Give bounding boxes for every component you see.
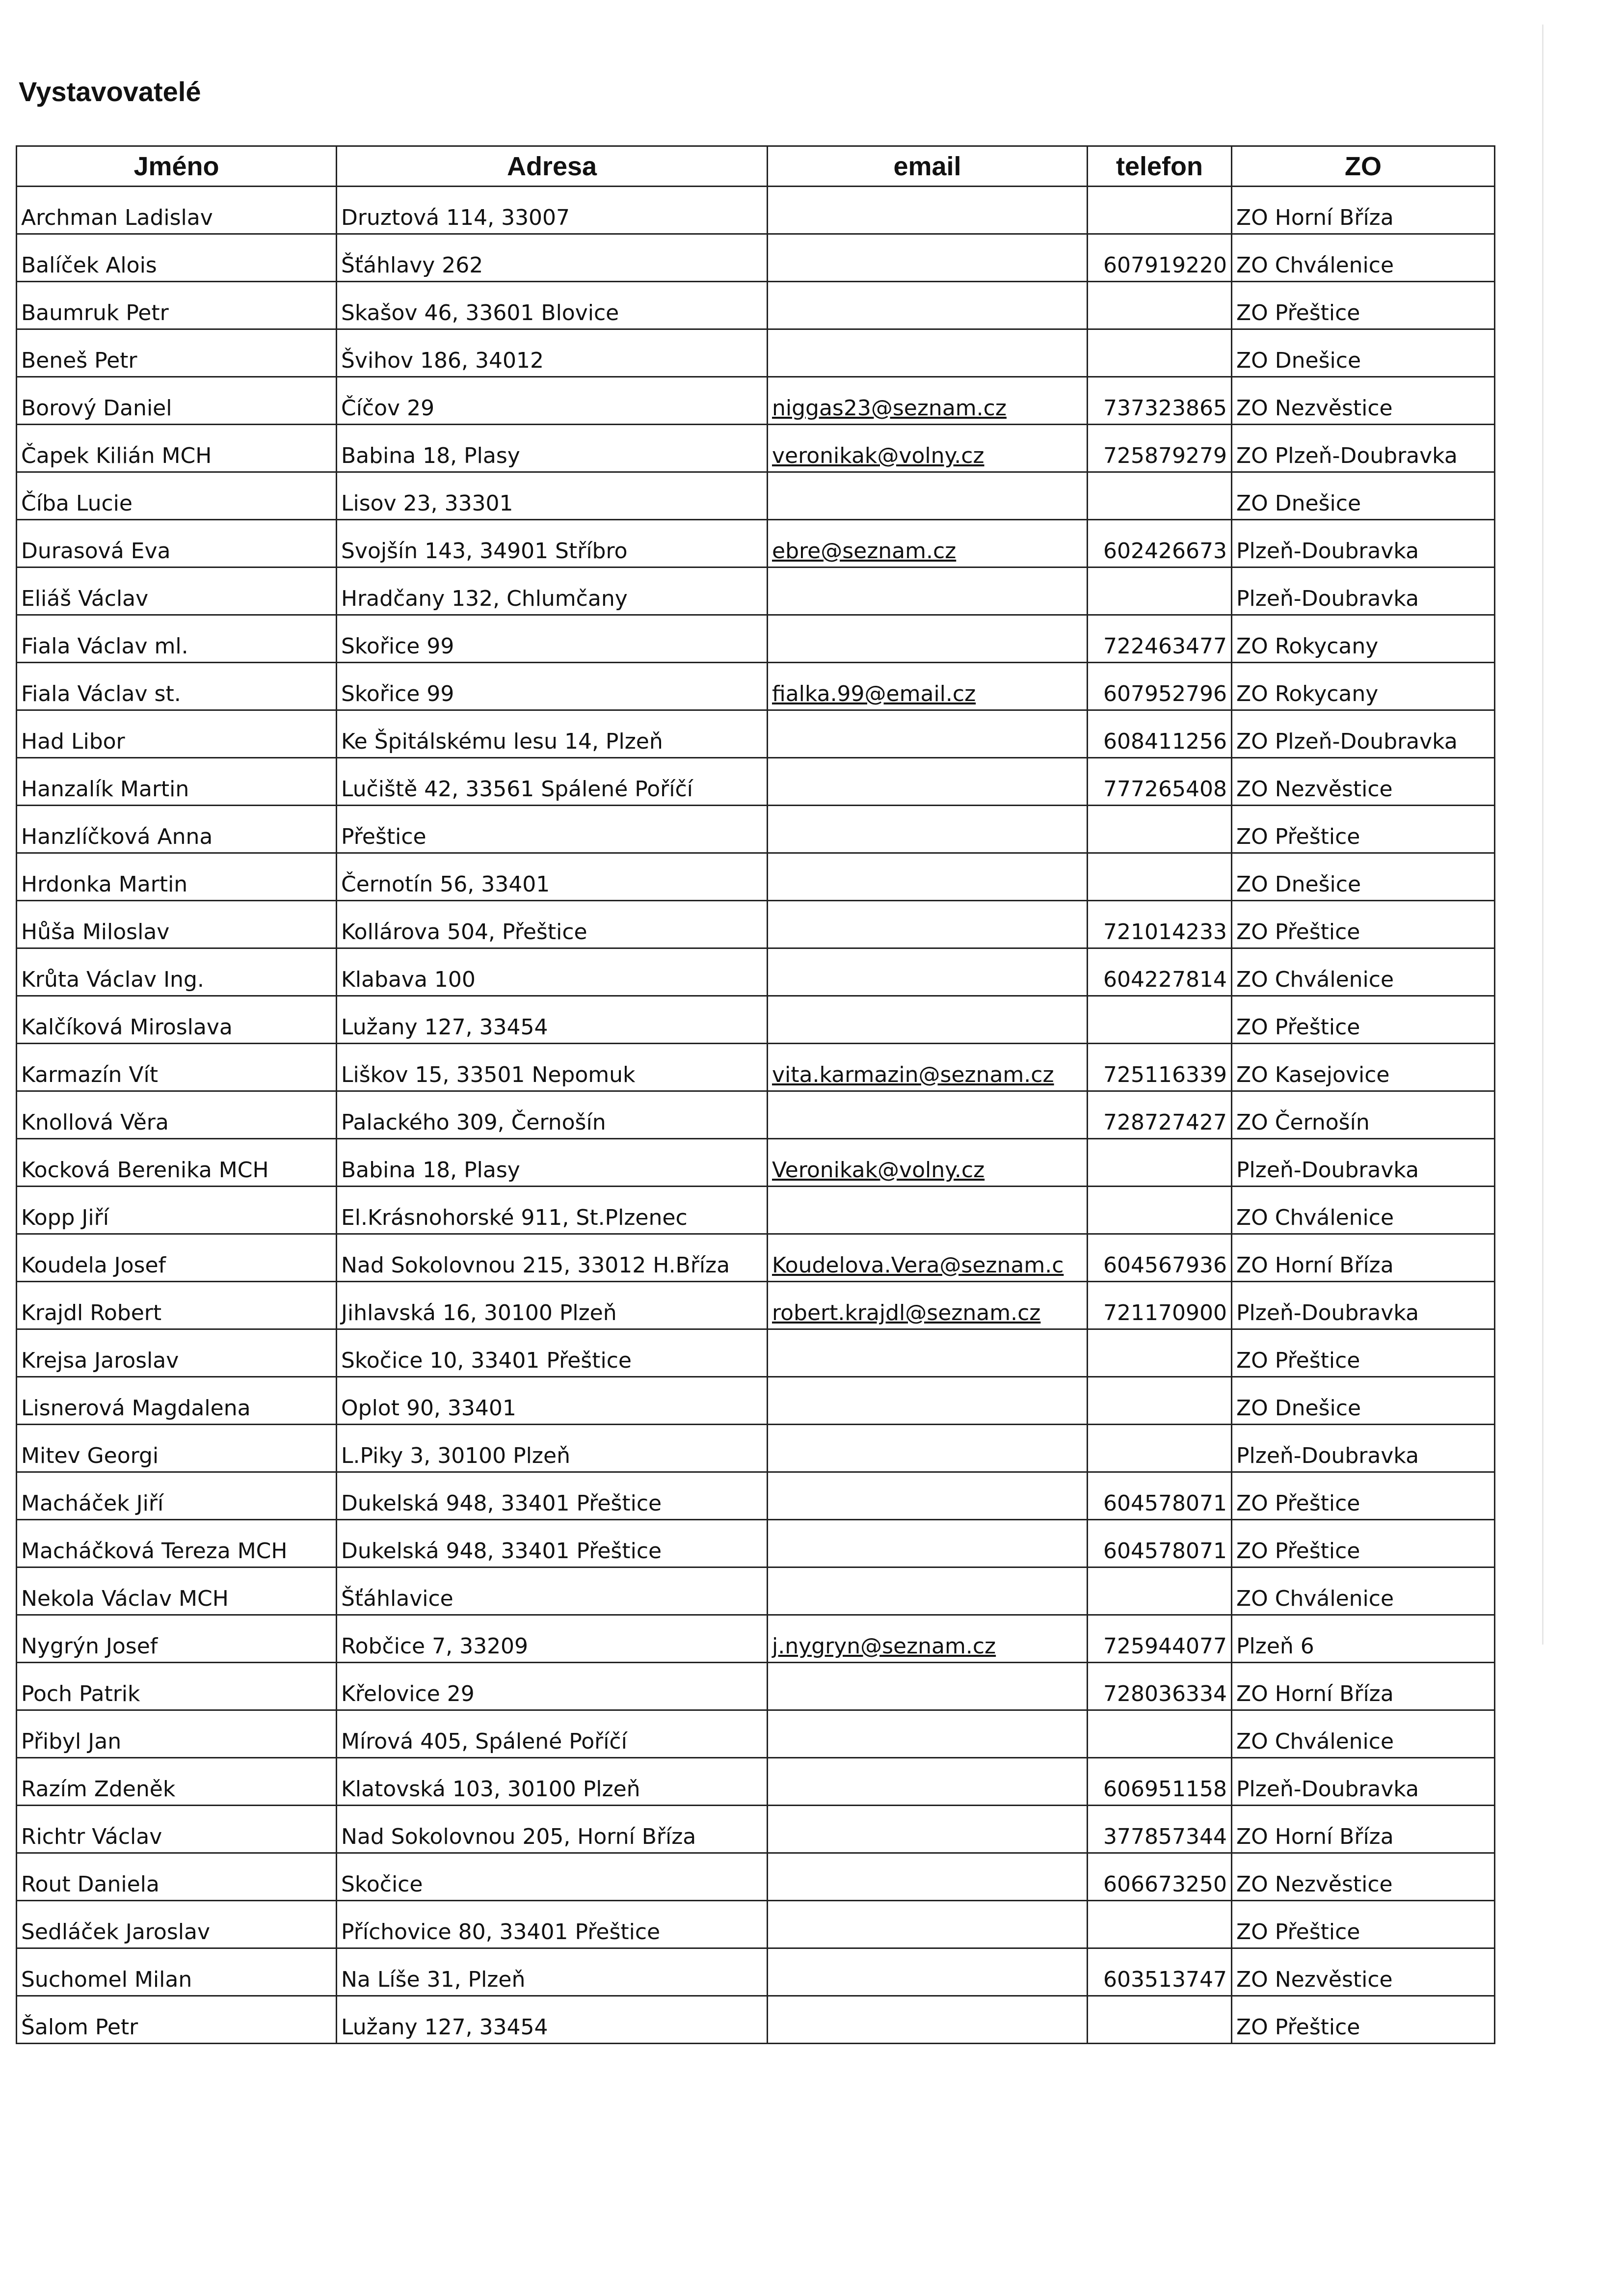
cell-address: Šťáhlavice xyxy=(337,1567,768,1615)
cell-address: Svojšín 143, 34901 Stříbro xyxy=(337,520,768,567)
cell-email: veronikak@volny.cz xyxy=(768,425,1088,472)
cell-address: Dukelská 948, 33401 Přeštice xyxy=(337,1472,768,1520)
cell-name: Eliáš Václav xyxy=(17,567,337,615)
table-row xyxy=(17,1758,1495,1806)
cell-email xyxy=(768,567,1088,615)
header-address: Adresa xyxy=(337,146,768,187)
cell-name: Přibyl Jan xyxy=(17,1710,337,1758)
cell-zo: ZO Přeštice xyxy=(1232,996,1495,1044)
cell-address: Oplot 90, 33401 xyxy=(337,1377,768,1425)
cell-name: Nekola Václav MCH xyxy=(17,1567,337,1615)
cell-phone xyxy=(1088,996,1232,1044)
cell-email xyxy=(768,1710,1088,1758)
cell-address: El.Krásnohorské 911, St.Plzenec xyxy=(337,1187,768,1234)
cell-address: Šťáhlavy 262 xyxy=(337,234,768,282)
cell-zo: ZO Plzeň-Doubravka xyxy=(1232,710,1495,758)
cell-name: Krůta Václav Ing. xyxy=(17,948,337,996)
cell-name: Suchomel Milan xyxy=(17,1948,337,1996)
cell-name: Beneš Petr xyxy=(17,329,337,377)
cell-address: Na Líše 31, Plzeň xyxy=(337,1948,768,1996)
cell-name: Durasová Eva xyxy=(17,520,337,567)
table-row xyxy=(17,1282,1495,1329)
cell-phone: 607952796 xyxy=(1088,663,1232,710)
cell-zo: ZO Horní Bříza xyxy=(1232,1234,1495,1282)
scan-edge-line xyxy=(1542,25,1543,1645)
cell-zo: ZO Nezvěstice xyxy=(1232,1853,1495,1901)
cell-address: Hradčany 132, Chlumčany xyxy=(337,567,768,615)
table-row xyxy=(17,1663,1495,1710)
cell-name: Had Libor xyxy=(17,710,337,758)
cell-zo: ZO Horní Bříza xyxy=(1232,187,1495,234)
cell-email: robert.krajdl@seznam.cz xyxy=(768,1282,1088,1329)
table-row xyxy=(17,1472,1495,1520)
cell-name: Macháčková Tereza MCH xyxy=(17,1520,337,1567)
cell-address: Ke Špitálskému lesu 14, Plzeň xyxy=(337,710,768,758)
cell-email xyxy=(768,1329,1088,1377)
table-row xyxy=(17,758,1495,806)
cell-address: Skořice 99 xyxy=(337,615,768,663)
table-row xyxy=(17,1329,1495,1377)
table-row xyxy=(17,425,1495,472)
cell-name: Borový Daniel xyxy=(17,377,337,425)
cell-email xyxy=(768,1853,1088,1901)
cell-email xyxy=(768,996,1088,1044)
cell-name: Čapek Kilián MCH xyxy=(17,425,337,472)
cell-phone: 721170900 xyxy=(1088,1282,1232,1329)
header-name: Jméno xyxy=(17,146,337,187)
table-row xyxy=(17,472,1495,520)
cell-email: ebre@seznam.cz xyxy=(768,520,1088,567)
cell-name: Sedláček Jaroslav xyxy=(17,1901,337,1948)
page-title: Vystavovatelé xyxy=(19,76,201,107)
cell-phone xyxy=(1088,806,1232,853)
cell-address: Křelovice 29 xyxy=(337,1663,768,1710)
table-row xyxy=(17,1615,1495,1663)
cell-address: Lužany 127, 33454 xyxy=(337,1996,768,2044)
cell-email: fialka.99@email.cz xyxy=(768,663,1088,710)
cell-email xyxy=(768,1520,1088,1567)
cell-phone: 604227814 xyxy=(1088,948,1232,996)
cell-email xyxy=(768,948,1088,996)
cell-address: Číčov 29 xyxy=(337,377,768,425)
cell-phone: 607919220 xyxy=(1088,234,1232,282)
cell-zo: ZO Chválenice xyxy=(1232,1187,1495,1234)
cell-zo: ZO Dnešice xyxy=(1232,853,1495,901)
cell-zo: Plzeň 6 xyxy=(1232,1615,1495,1663)
table-row xyxy=(17,806,1495,853)
cell-email xyxy=(768,758,1088,806)
cell-email xyxy=(768,1758,1088,1806)
cell-address: Mírová 405, Spálené Poříčí xyxy=(337,1710,768,1758)
cell-email xyxy=(768,187,1088,234)
cell-email xyxy=(768,710,1088,758)
cell-email: niggas23@seznam.cz xyxy=(768,377,1088,425)
cell-email xyxy=(768,1425,1088,1472)
cell-name: Hanzlíčková Anna xyxy=(17,806,337,853)
cell-zo: Plzeň-Doubravka xyxy=(1232,1425,1495,1472)
cell-email xyxy=(768,1377,1088,1425)
cell-name: Mitev Georgi xyxy=(17,1425,337,1472)
cell-zo: ZO Přeštice xyxy=(1232,1996,1495,2044)
cell-name: Kocková Berenika MCH xyxy=(17,1139,337,1187)
cell-zo: ZO Rokycany xyxy=(1232,615,1495,663)
cell-phone xyxy=(1088,472,1232,520)
cell-name: Richtr Václav xyxy=(17,1806,337,1853)
cell-zo: ZO Kasejovice xyxy=(1232,1044,1495,1091)
cell-name: Koudela Josef xyxy=(17,1234,337,1282)
cell-phone xyxy=(1088,1329,1232,1377)
exhibitors-table xyxy=(16,145,1495,2044)
cell-address: Skořice 99 xyxy=(337,663,768,710)
cell-zo: ZO Chválenice xyxy=(1232,1710,1495,1758)
cell-address: Dukelská 948, 33401 Přeštice xyxy=(337,1520,768,1567)
cell-address: Skašov 46, 33601 Blovice xyxy=(337,282,768,329)
cell-phone xyxy=(1088,187,1232,234)
cell-address: Nad Sokolovnou 205, Horní Bříza xyxy=(337,1806,768,1853)
cell-zo: Plzeň-Doubravka xyxy=(1232,1758,1495,1806)
cell-phone: 603513747 xyxy=(1088,1948,1232,1996)
cell-zo: ZO Plzeň-Doubravka xyxy=(1232,425,1495,472)
table-row xyxy=(17,282,1495,329)
cell-zo: ZO Chválenice xyxy=(1232,234,1495,282)
cell-address: Klabava 100 xyxy=(337,948,768,996)
cell-address: Palackého 309, Černošín xyxy=(337,1091,768,1139)
cell-email xyxy=(768,1472,1088,1520)
cell-name: Šalom Petr xyxy=(17,1996,337,2044)
cell-phone xyxy=(1088,1139,1232,1187)
cell-address: Babina 18, Plasy xyxy=(337,425,768,472)
cell-zo: Plzeň-Doubravka xyxy=(1232,567,1495,615)
cell-email xyxy=(768,1901,1088,1948)
cell-zo: ZO Dnešice xyxy=(1232,329,1495,377)
table-row xyxy=(17,996,1495,1044)
cell-phone: 604567936 xyxy=(1088,1234,1232,1282)
cell-email xyxy=(768,1567,1088,1615)
cell-address: Skočice xyxy=(337,1853,768,1901)
cell-address: Příchovice 80, 33401 Přeštice xyxy=(337,1901,768,1948)
table-row xyxy=(17,1187,1495,1234)
cell-phone: 604578071 xyxy=(1088,1520,1232,1567)
cell-zo: ZO Nezvěstice xyxy=(1232,1948,1495,1996)
table-row xyxy=(17,567,1495,615)
table-row xyxy=(17,377,1495,425)
cell-email xyxy=(768,806,1088,853)
cell-name: Rout Daniela xyxy=(17,1853,337,1901)
cell-address: Liškov 15, 33501 Nepomuk xyxy=(337,1044,768,1091)
cell-phone: 728036334 xyxy=(1088,1663,1232,1710)
cell-address: Nad Sokolovnou 215, 33012 H.Bříza xyxy=(337,1234,768,1282)
cell-email: j.nygryn@seznam.cz xyxy=(768,1615,1088,1663)
cell-phone xyxy=(1088,1710,1232,1758)
cell-email xyxy=(768,282,1088,329)
cell-phone: 606951158 xyxy=(1088,1758,1232,1806)
cell-email xyxy=(768,901,1088,948)
cell-name: Krejsa Jaroslav xyxy=(17,1329,337,1377)
cell-name: Číba Lucie xyxy=(17,472,337,520)
cell-phone xyxy=(1088,1901,1232,1948)
table-row xyxy=(17,1901,1495,1948)
cell-address: Lisov 23, 33301 xyxy=(337,472,768,520)
table-row xyxy=(17,1806,1495,1853)
cell-email xyxy=(768,853,1088,901)
cell-name: Archman Ladislav xyxy=(17,187,337,234)
cell-address: Klatovská 103, 30100 Plzeň xyxy=(337,1758,768,1806)
table-row xyxy=(17,1853,1495,1901)
cell-address: Babina 18, Plasy xyxy=(337,1139,768,1187)
cell-name: Krajdl Robert xyxy=(17,1282,337,1329)
table-row xyxy=(17,1710,1495,1758)
table-row xyxy=(17,1139,1495,1187)
cell-zo: ZO Černošín xyxy=(1232,1091,1495,1139)
cell-phone: 777265408 xyxy=(1088,758,1232,806)
cell-address: L.Piky 3, 30100 Plzeň xyxy=(337,1425,768,1472)
cell-name: Balíček Alois xyxy=(17,234,337,282)
cell-name: Fiala Václav st. xyxy=(17,663,337,710)
cell-phone: 737323865 xyxy=(1088,377,1232,425)
cell-zo: ZO Přeštice xyxy=(1232,1472,1495,1520)
table-row xyxy=(17,187,1495,234)
cell-phone: 602426673 xyxy=(1088,520,1232,567)
cell-name: Hrdonka Martin xyxy=(17,853,337,901)
cell-zo: ZO Chválenice xyxy=(1232,948,1495,996)
cell-email xyxy=(768,1996,1088,2044)
cell-phone: 725879279 xyxy=(1088,425,1232,472)
header-email: email xyxy=(768,146,1088,187)
header-row xyxy=(17,146,1495,187)
cell-address: Skočice 10, 33401 Přeštice xyxy=(337,1329,768,1377)
table-row xyxy=(17,520,1495,567)
cell-zo: ZO Horní Bříza xyxy=(1232,1663,1495,1710)
cell-email xyxy=(768,615,1088,663)
table-row xyxy=(17,710,1495,758)
cell-phone xyxy=(1088,282,1232,329)
table-row xyxy=(17,1091,1495,1139)
cell-email: vita.karmazin@seznam.cz xyxy=(768,1044,1088,1091)
cell-address: Robčice 7, 33209 xyxy=(337,1615,768,1663)
table-row xyxy=(17,663,1495,710)
cell-name: Hanzalík Martin xyxy=(17,758,337,806)
cell-zo: ZO Přeštice xyxy=(1232,1329,1495,1377)
cell-name: Poch Patrik xyxy=(17,1663,337,1710)
table-row xyxy=(17,329,1495,377)
cell-zo: ZO Dnešice xyxy=(1232,1377,1495,1425)
cell-address: Lučiště 42, 33561 Spálené Poříčí xyxy=(337,758,768,806)
cell-zo: ZO Nezvěstice xyxy=(1232,758,1495,806)
cell-address: Švihov 186, 34012 xyxy=(337,329,768,377)
cell-address: Druztová 114, 33007 xyxy=(337,187,768,234)
cell-email: Koudelova.Vera@seznam.c xyxy=(768,1234,1088,1282)
cell-phone xyxy=(1088,1425,1232,1472)
cell-name: Macháček Jiří xyxy=(17,1472,337,1520)
table-row xyxy=(17,1996,1495,2044)
cell-name: Kalčíková Miroslava xyxy=(17,996,337,1044)
table-row xyxy=(17,1520,1495,1567)
cell-address: Kollárova 504, Přeštice xyxy=(337,901,768,948)
cell-phone: 722463477 xyxy=(1088,615,1232,663)
cell-phone xyxy=(1088,1996,1232,2044)
cell-phone xyxy=(1088,1377,1232,1425)
cell-name: Nygrýn Josef xyxy=(17,1615,337,1663)
cell-email xyxy=(768,1948,1088,1996)
cell-zo: ZO Přeštice xyxy=(1232,1520,1495,1567)
cell-name: Karmazín Vít xyxy=(17,1044,337,1091)
cell-phone: 725116339 xyxy=(1088,1044,1232,1091)
cell-zo: Plzeň-Doubravka xyxy=(1232,520,1495,567)
cell-phone: 377857344 xyxy=(1088,1806,1232,1853)
cell-name: Kopp Jiří xyxy=(17,1187,337,1234)
table-row xyxy=(17,1377,1495,1425)
cell-address: Přeštice xyxy=(337,806,768,853)
table-row xyxy=(17,1948,1495,1996)
cell-zo: ZO Nezvěstice xyxy=(1232,377,1495,425)
cell-email xyxy=(768,234,1088,282)
cell-address: Černotín 56, 33401 xyxy=(337,853,768,901)
cell-phone: 721014233 xyxy=(1088,901,1232,948)
cell-address: Lužany 127, 33454 xyxy=(337,996,768,1044)
cell-zo: Plzeň-Doubravka xyxy=(1232,1282,1495,1329)
table-row xyxy=(17,234,1495,282)
header-phone: telefon xyxy=(1088,146,1232,187)
cell-zo: ZO Přeštice xyxy=(1232,282,1495,329)
cell-phone xyxy=(1088,1187,1232,1234)
cell-phone xyxy=(1088,567,1232,615)
table-row xyxy=(17,1234,1495,1282)
table-row xyxy=(17,901,1495,948)
cell-name: Hůša Miloslav xyxy=(17,901,337,948)
cell-phone: 725944077 xyxy=(1088,1615,1232,1663)
cell-zo: ZO Přeštice xyxy=(1232,1901,1495,1948)
cell-zo: ZO Přeštice xyxy=(1232,806,1495,853)
table-row xyxy=(17,1567,1495,1615)
cell-email xyxy=(768,1187,1088,1234)
table-row xyxy=(17,853,1495,901)
cell-zo: Plzeň-Doubravka xyxy=(1232,1139,1495,1187)
cell-address: Jihlavská 16, 30100 Plzeň xyxy=(337,1282,768,1329)
cell-phone: 608411256 xyxy=(1088,710,1232,758)
cell-zo: ZO Dnešice xyxy=(1232,472,1495,520)
cell-email xyxy=(768,329,1088,377)
table-row xyxy=(17,948,1495,996)
cell-name: Razím Zdeněk xyxy=(17,1758,337,1806)
cell-name: Baumruk Petr xyxy=(17,282,337,329)
cell-name: Knollová Věra xyxy=(17,1091,337,1139)
header-zo: ZO xyxy=(1232,146,1495,187)
table-row xyxy=(17,615,1495,663)
cell-phone: 606673250 xyxy=(1088,1853,1232,1901)
cell-zo: ZO Chválenice xyxy=(1232,1567,1495,1615)
table-row xyxy=(17,1044,1495,1091)
cell-name: Lisnerová Magdalena xyxy=(17,1377,337,1425)
cell-email xyxy=(768,1663,1088,1710)
cell-email xyxy=(768,1806,1088,1853)
cell-zo: ZO Rokycany xyxy=(1232,663,1495,710)
cell-phone xyxy=(1088,329,1232,377)
cell-name: Fiala Václav ml. xyxy=(17,615,337,663)
cell-phone xyxy=(1088,853,1232,901)
cell-email xyxy=(768,1091,1088,1139)
cell-email xyxy=(768,472,1088,520)
cell-phone: 604578071 xyxy=(1088,1472,1232,1520)
cell-email: Veronikak@volny.cz xyxy=(768,1139,1088,1187)
cell-phone xyxy=(1088,1567,1232,1615)
table-row xyxy=(17,1425,1495,1472)
cell-phone: 728727427 xyxy=(1088,1091,1232,1139)
cell-zo: ZO Horní Bříza xyxy=(1232,1806,1495,1853)
cell-zo: ZO Přeštice xyxy=(1232,901,1495,948)
